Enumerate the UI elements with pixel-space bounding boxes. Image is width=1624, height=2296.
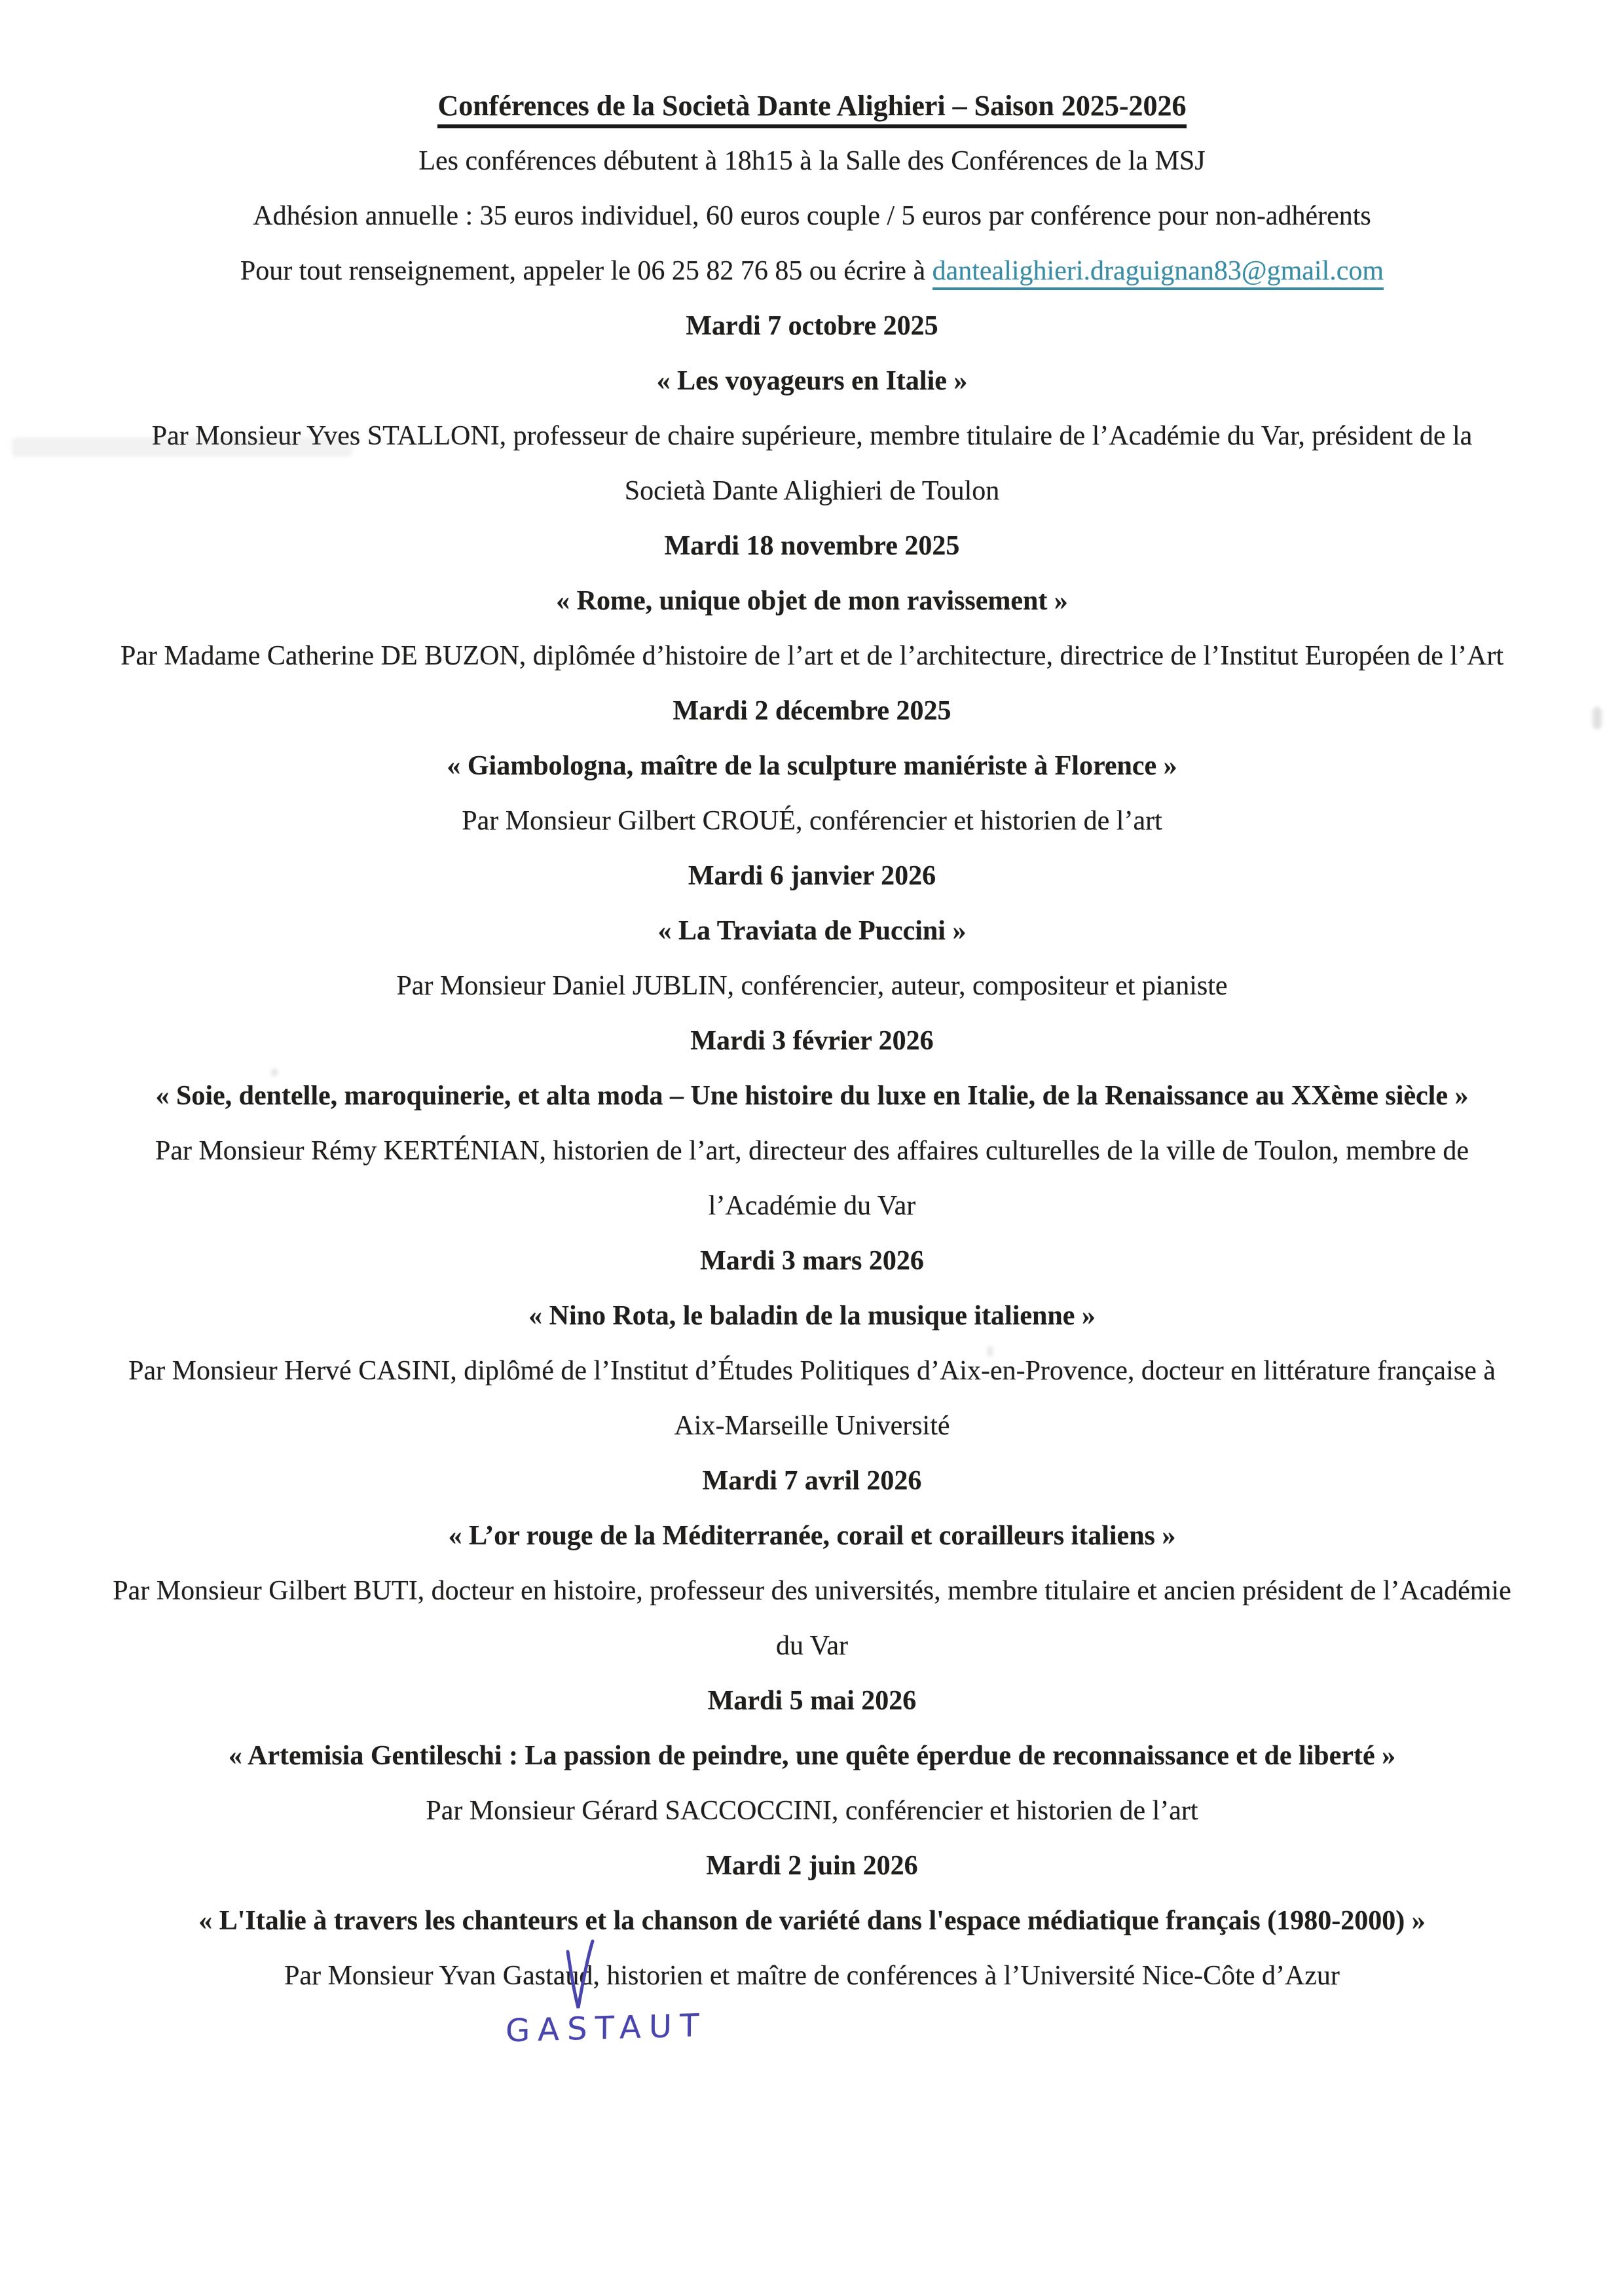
email-link[interactable]: dantealighieri.draguignan83@gmail.com: [932, 256, 1384, 290]
lecture-title: « L'Italie à travers les chanteurs et la chanson de variété dans l'espace médiatique français (1980-2000) »: [198, 1906, 1426, 1936]
lecture-entry: [111, 1838, 1513, 2003]
intro-line-schedule: Les conférences débutent à 18h15 à la Salle des Conférences de la MSJ: [418, 146, 1206, 176]
lecture-speaker: Par Monsieur Gilbert BUTI, docteur en histoire, professeur des universités, membre titulaire et ancien président de l’Académie du Var: [113, 1576, 1511, 1661]
lecture-title: « Rome, unique objet de mon ravissement »: [556, 586, 1068, 616]
lecture-speaker-prefix: Par Monsieur Yvan Gastaud: [284, 1961, 593, 1991]
intro-line-membership: Adhésion annuelle : 35 euros individuel, 60 euros couple / 5 euros par conférence pour non-adhérents: [253, 201, 1371, 231]
lecture-date: Mardi 6 janvier 2026: [688, 861, 936, 891]
lecture-entry: [111, 519, 1513, 683]
contact-line: [111, 244, 1513, 299]
lecture-title: « Artemisia Gentileschi : La passion de peindre, une quête éperdue de reconnaissance et de liberté »: [228, 1741, 1396, 1771]
lecture-entry: [111, 1233, 1513, 1453]
lecture-date: Mardi 3 mars 2026: [700, 1246, 924, 1276]
lecture-entry: [111, 1013, 1513, 1233]
page-title: [111, 79, 1513, 134]
lecture-title: « Soie, dentelle, maroquinerie, et alta moda – Une histoire du luxe en Italie, de la Renaissance au XXème siècle »: [155, 1081, 1469, 1111]
lecture-title: « Giambologna, maître de la sculpture maniériste à Florence »: [447, 751, 1177, 781]
lecture-title: « L’or rouge de la Méditerranée, corail et corailleurs italiens »: [448, 1521, 1176, 1551]
lecture-date: Mardi 18 novembre 2025: [664, 531, 960, 561]
scan-artifact: [987, 1346, 993, 1357]
lecture-entry: [111, 1453, 1513, 1673]
lecture-date: Mardi 2 décembre 2025: [673, 696, 951, 726]
lecture-speaker: Par Monsieur Rémy KERTÉNIAN, historien de l’art, directeur des affaires culturelles de la ville de Toulon, membre de l’Académie du Var: [155, 1136, 1469, 1221]
lecture-speaker: Par Monsieur Daniel JUBLIN, conférencier, auteur, compositeur et pianiste: [396, 971, 1228, 1001]
lecture-speaker: Par Monsieur Hervé CASINI, diplômé de l’Institut d’Études Politiques d’Aix-en-Provence, docteur en littérature française à Aix-Marseille Université: [128, 1356, 1496, 1441]
scan-artifact: [271, 1068, 278, 1076]
lecture-title: « Nino Rota, le baladin de la musique italienne »: [528, 1301, 1096, 1331]
lecture-date: Mardi 7 avril 2026: [702, 1466, 922, 1496]
contact-text: Pour tout renseignement, appeler le 06 25 82 76 85 ou écrire à: [240, 256, 932, 286]
lecture-speaker: Par Monsieur Gilbert CROUÉ, conférencier et historien de l’art: [462, 806, 1162, 836]
lecture-date: Mardi 2 juin 2026: [706, 1851, 918, 1881]
lecture-date: Mardi 5 mai 2026: [707, 1686, 917, 1716]
lecture-speaker: [111, 1948, 1513, 2003]
scan-artifact: [1593, 707, 1602, 729]
page-title-text: Conférences de la Società Dante Alighieri – Saison 2025-2026: [437, 90, 1186, 128]
lecture-entry: [111, 1673, 1513, 1838]
lecture-speaker: Par Madame Catherine DE BUZON, diplômée d’histoire de l’art et de l’architecture, directrice de l’Institut Européen de l’Art: [120, 641, 1504, 671]
lecture-title: « Les voyageurs en Italie »: [656, 366, 968, 396]
lecture-speaker: Par Monsieur Gérard SACCOCCINI, conférencier et historien de l’art: [426, 1796, 1198, 1826]
lecture-speaker-suffix: , historien et maître de conférences à l’Université Nice-Côte d’Azur: [593, 1961, 1340, 1991]
pen-check-icon: [564, 1940, 603, 2018]
lecture-title: « La Traviata de Puccini »: [657, 916, 967, 946]
lecture-date: Mardi 7 octobre 2025: [686, 311, 938, 341]
lecture-speaker: Par Monsieur Yves STALLONI, professeur de chaire supérieure, membre titulaire de l’Académie du Var, président de la Società Dante Alighieri de Toulon: [151, 421, 1473, 506]
scan-artifact: [12, 437, 352, 457]
lecture-date: Mardi 3 février 2026: [690, 1026, 934, 1056]
lecture-entry: [111, 299, 1513, 519]
lecture-entry: [111, 848, 1513, 1013]
lecture-entry: [111, 683, 1513, 848]
handwritten-annotation: GASTAUT: [505, 2007, 707, 2050]
